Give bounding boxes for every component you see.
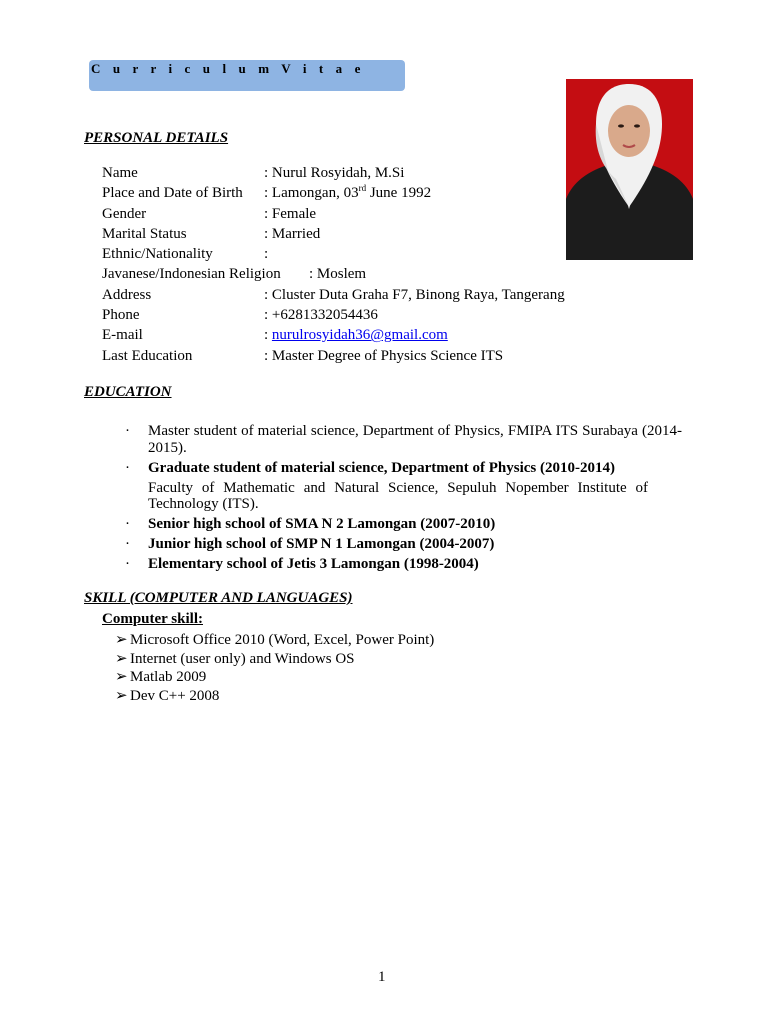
computer-skill-colon: : — [197, 611, 203, 627]
bullet: · — [125, 516, 130, 532]
skill-text: Microsoft Office 2010 (Word, Excel, Power Point) — [130, 632, 435, 648]
detail-label: Ethnic/Nationality — [102, 246, 213, 263]
skill-text: Dev C++ 2008 — [130, 687, 220, 704]
detail-label: Gender — [102, 205, 147, 222]
arrow-bullet-icon: ➢ — [115, 632, 128, 648]
education-entry: Junior high school of SMP N 1 Lamongan (2004-2007) — [148, 536, 495, 552]
detail-label: Phone — [102, 307, 140, 324]
detail-value: : Moslem — [309, 266, 367, 283]
detail-label: Last Education — [102, 347, 193, 364]
arrow-bullet-icon: ➢ — [115, 650, 128, 667]
birth-value-ordinal: rd — [358, 183, 367, 194]
list-item — [125, 516, 682, 533]
personal-details-heading: PERSONAL DETAILS — [84, 130, 229, 146]
skill-list — [115, 631, 434, 705]
education-entry: Senior high school of SMA N 2 Lamongan (2007-2010) — [148, 516, 496, 532]
education-entry: Graduate student of material science, Department of Physics (2010-2014) — [148, 459, 615, 476]
detail-value: : Cluster Duta Graha F7, Binong Raya, Tangerang — [264, 286, 565, 303]
detail-label: Marital Status — [102, 225, 187, 242]
education-entry-detail: Faculty of Mathematic and Natural Science, Sepuluh Nopember Institute of Technology (ITS). — [148, 479, 648, 512]
detail-value: : +6281332054436 — [264, 307, 378, 324]
detail-label: Javanese/Indonesian Religion — [102, 266, 281, 283]
detail-value: : — [264, 246, 269, 263]
list-item — [115, 650, 434, 669]
bullet: · — [125, 423, 130, 439]
skill-heading: SKILL (COMPUTER AND LANGUAGES) — [84, 590, 353, 606]
bullet: · — [125, 459, 130, 476]
detail-label: E-mail — [102, 327, 143, 344]
list-item — [125, 423, 682, 456]
detail-value — [264, 183, 431, 203]
education-entry: Master student of material science, Department of Physics, FMIPA ITS Surabaya (2014-2015). — [148, 423, 682, 456]
computer-skill-label — [102, 611, 203, 628]
arrow-bullet-icon: ➢ — [115, 687, 128, 704]
detail-value: : Female — [264, 205, 317, 222]
bullet: · — [125, 536, 130, 552]
education-list — [125, 423, 682, 576]
skill-text: Internet (user only) and Windows OS — [130, 650, 355, 667]
arrow-bullet-icon: ➢ — [115, 669, 128, 685]
list-item — [125, 536, 682, 553]
birth-value-pre: : Lamongan, 03 — [264, 185, 359, 202]
page-number: 1 — [378, 969, 386, 985]
bullet: · — [125, 556, 130, 572]
list-item — [115, 668, 434, 687]
detail-value: : Married — [264, 225, 321, 242]
list-item — [125, 556, 682, 573]
detail-label: Name — [102, 165, 138, 181]
email-link[interactable]: nurulrosyidah36@gmail.com — [271, 327, 448, 344]
birth-value-post: June 1992 — [366, 185, 432, 202]
computer-skill-text: Computer skill — [102, 611, 198, 627]
list-item — [115, 631, 434, 650]
detail-label: Place and Date of Birth — [102, 185, 243, 202]
detail-value: : Nurul Rosyidah, M.Si — [264, 165, 405, 181]
document-title: C u r r i c u l u m V i t a e — [91, 61, 366, 76]
education-entry: Elementary school of Jetis 3 Lamongan (1998-2004) — [148, 556, 479, 572]
list-item — [115, 687, 434, 706]
detail-value: : Master Degree of Physics Science ITS — [264, 347, 504, 364]
detail-value — [264, 325, 448, 345]
profile-photo — [566, 79, 693, 260]
detail-label: Address — [102, 286, 152, 303]
email-prefix: : — [264, 327, 272, 344]
skill-text: Matlab 2009 — [130, 669, 207, 685]
education-heading: EDUCATION — [84, 384, 172, 400]
list-item — [125, 460, 682, 477]
